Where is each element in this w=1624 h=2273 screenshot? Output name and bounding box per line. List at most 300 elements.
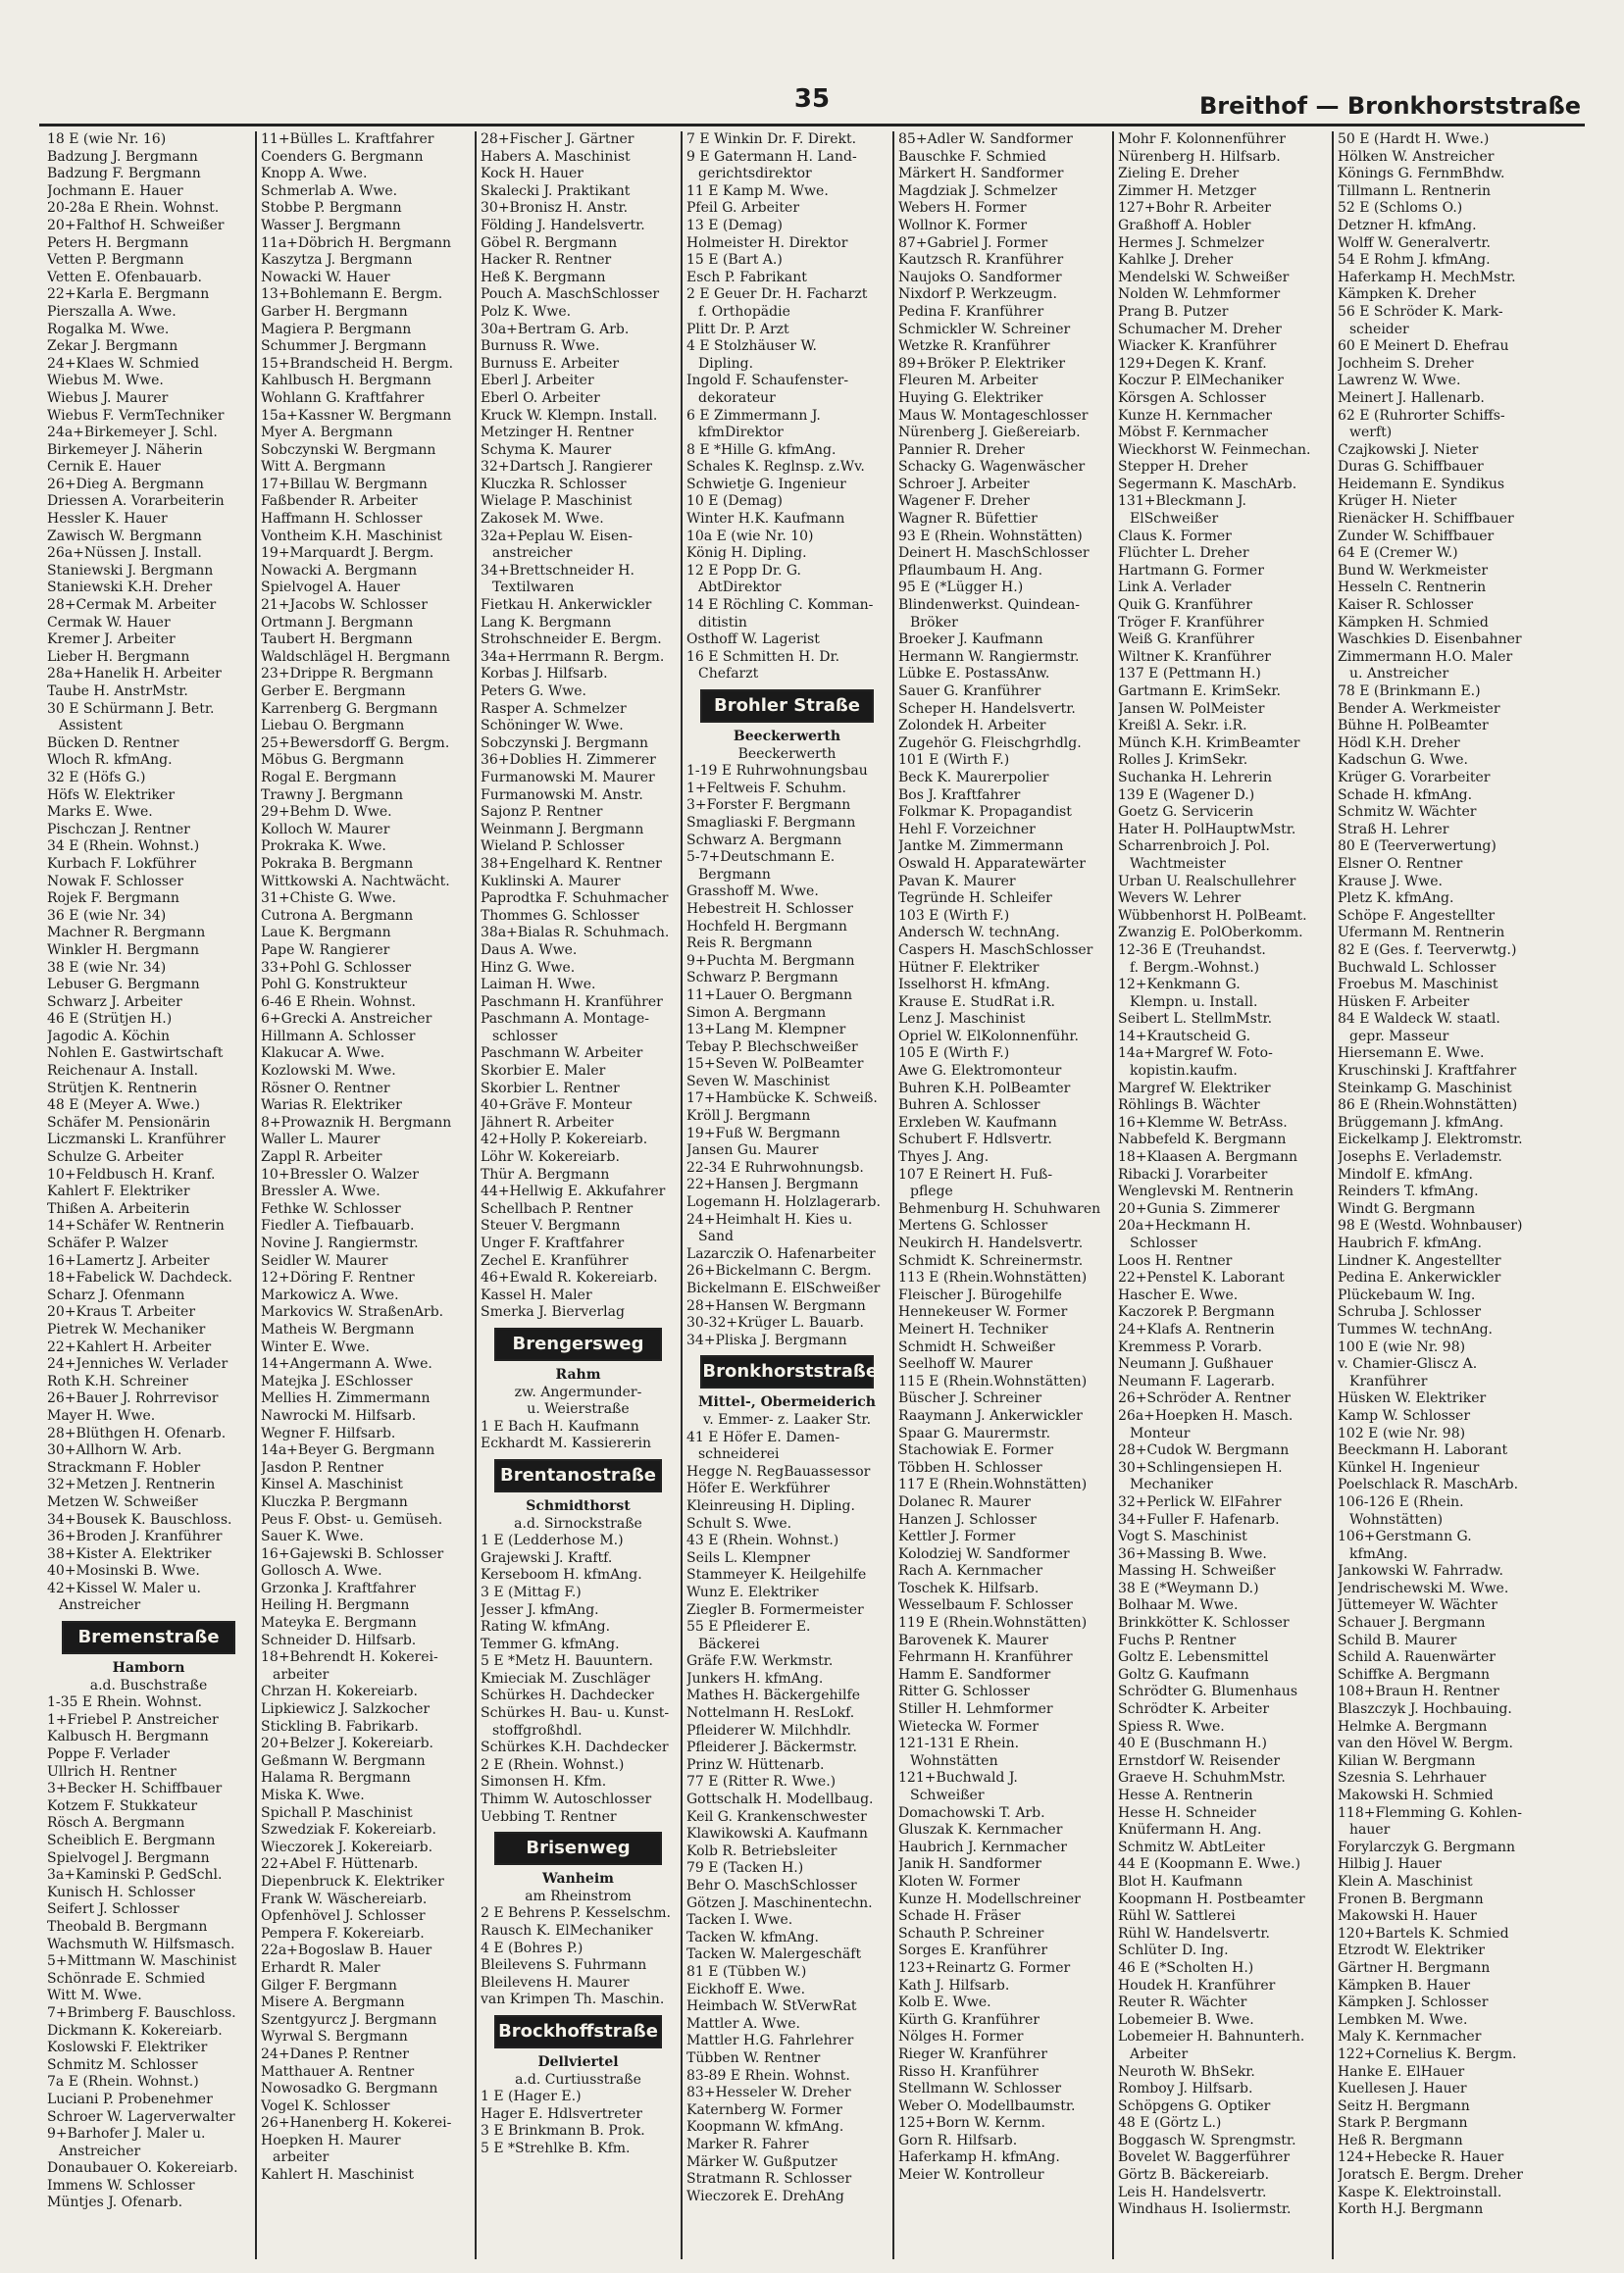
- directory-entry: 56 E Schröder K. Mark-: [1338, 303, 1503, 320]
- directory-entry: Paschmann A. Montage-: [481, 1011, 650, 1028]
- directory-entry: Zunder W. Schiffbauer: [1338, 528, 1495, 544]
- directory-entry: Weiß G. Kranführer: [1118, 631, 1254, 648]
- directory-entry: Peters G. Wwe.: [481, 683, 587, 699]
- directory-entry: Burnuss R. Wwe.: [481, 338, 600, 355]
- directory-entry: Osthoff W. Lagerist: [686, 631, 820, 648]
- directory-entry: Hermann W. Rangiermstr.: [898, 648, 1080, 665]
- directory-entry: 1-19 E Ruhrwohnungsbau: [686, 763, 868, 780]
- directory-entry: Heß R. Bergmann: [1338, 2132, 1463, 2148]
- directory-entry: Vogel K. Schlosser: [261, 2097, 390, 2114]
- directory-entry: 26+Bickelmann C. Bergm.: [686, 1263, 872, 1280]
- directory-entry: Bleilevens H. Maurer: [481, 1974, 630, 1991]
- directory-entry: Urban U. Realschullehrer: [1118, 873, 1296, 889]
- directory-entry: Schürkes K.H. Dachdecker: [481, 1740, 669, 1756]
- directory-entry: Simonsen H. Kfm.: [481, 1774, 607, 1791]
- directory-entry: 117 E (Rhein.Wohnstätten): [898, 1477, 1088, 1493]
- directory-entry: Lawrenz W. Wwe.: [1338, 373, 1461, 389]
- directory-entry: Jendrischewski M. Wwe.: [1338, 1580, 1509, 1596]
- directory-entry: Lübke E. PostassAnw.: [898, 666, 1050, 682]
- directory-entry: 3+Becker H. Schiffbauer: [47, 1781, 223, 1797]
- directory-entry: Poppe F. Verlader: [47, 1746, 170, 1763]
- directory-entry: Märkert H. Sandformer: [898, 166, 1064, 182]
- directory-entry: Kock H. Hauer: [481, 166, 584, 182]
- directory-entry: Deinert H. MaschSchlosser: [898, 545, 1090, 562]
- directory-entry: 101 E (Wirth F.): [898, 752, 1010, 769]
- directory-entry: 127+Bohr R. Arbeiter: [1118, 200, 1271, 217]
- directory-entry: Lipkiewicz J. Salzkocher: [261, 1701, 431, 1718]
- directory-entry: Daus A. Wwe.: [481, 941, 578, 958]
- directory-entry: 2 E Geuer Dr. H. Facharzt: [686, 286, 868, 303]
- directory-entry: Kleinreusing H. Dipling.: [686, 1497, 855, 1514]
- directory-entry: 30 E Schürmann J. Betr.: [47, 700, 215, 717]
- directory-entry: 32+Perlick W. ElFahrer: [1118, 1493, 1282, 1510]
- directory-entry: 43 E (Rhein. Wohnst.): [686, 1533, 839, 1549]
- directory-entry: Heidemann E. Syndikus: [1338, 476, 1505, 492]
- directory-entry: 30+Bronisz H. Anstr.: [481, 200, 629, 217]
- directory-entry: Kahlert H. Maschinist: [261, 2167, 414, 2184]
- directory-entry: Oswald H. Apparatewärter: [898, 855, 1086, 872]
- directory-entry: AbtDirektor: [698, 580, 782, 596]
- directory-entry: Mathes H. Bäckergehilfe: [686, 1688, 860, 1704]
- directory-entry: Schroer J. Arbeiter: [898, 476, 1030, 492]
- directory-entry: Webers H. Former: [898, 200, 1027, 217]
- directory-entry: Scheper H. Handelsvertr.: [898, 700, 1076, 717]
- directory-entry: Ufermann M. Rentnerin: [1338, 925, 1505, 941]
- directory-entry: Halama R. Bergmann: [261, 1770, 411, 1787]
- directory-entry: 106+Gerstmann G.: [1338, 1529, 1472, 1545]
- directory-entry: 78 E (Brinkmann E.): [1338, 683, 1481, 699]
- directory-entry: Elsner O. Rentner: [1338, 855, 1463, 872]
- directory-entry: Nowak F. Schlosser: [47, 873, 184, 889]
- directory-entry: Haffmann H. Schlosser: [261, 511, 423, 528]
- directory-entry: Polz K. Wwe.: [481, 303, 572, 320]
- directory-entry: Szwedziak F. Kokereiarb.: [261, 1822, 436, 1839]
- directory-entry: Fleischer J. Bürogehilfe: [898, 1287, 1062, 1303]
- directory-entry: 11+Lauer O. Bergmann: [686, 986, 853, 1003]
- directory-entry: Szentgyurcz J. Bergmann: [261, 2011, 437, 2028]
- directory-entry: Reuter R. Wächter: [1118, 1995, 1247, 2011]
- directory-entry: Josephs E. Verlademstr.: [1338, 1149, 1502, 1166]
- directory-entry: Paschmann H. Kranführer: [481, 993, 663, 1010]
- directory-entry: dekorateur: [698, 389, 776, 406]
- directory-entry: Jansen Gu. Maurer: [686, 1142, 819, 1159]
- directory-entry: Pedina F. Kranführer: [898, 303, 1044, 320]
- directory-entry: Wyrwal S. Bergmann: [261, 2029, 408, 2046]
- running-title: Breithof — Bronkhorststraße: [1199, 92, 1581, 120]
- directory-entry: Fethke W. Schlosser: [261, 1200, 401, 1217]
- directory-entry: Hermes J. Schmelzer: [1118, 234, 1264, 251]
- directory-entry: 113 E (Rhein.Wohnstätten): [898, 1270, 1088, 1287]
- district-name: Hamborn: [112, 1660, 185, 1677]
- directory-entry: Wübbenhorst H. PolBeamt.: [1118, 907, 1307, 924]
- directory-entry: Donaubauer O. Kokereiarb.: [47, 2160, 238, 2177]
- directory-entry: Jüttemeyer W. Wächter: [1338, 1597, 1497, 1614]
- directory-entry: Pfleiderer J. Bäckermstr.: [686, 1740, 857, 1756]
- directory-entry: Rogalka M. Wwe.: [47, 321, 170, 337]
- directory-entry: Hüsken W. Elektriker: [1338, 1390, 1487, 1407]
- directory-entry: Eberl J. Arbeiter: [481, 373, 594, 389]
- directory-entry: Schyma K. Maurer: [481, 441, 612, 458]
- directory-entry: Hillmann A. Schlosser: [261, 1028, 416, 1044]
- directory-entry: Massing H. Schweißer: [1118, 1563, 1276, 1580]
- directory-entry: 18+Fabelick W. Dachdeck.: [47, 1270, 232, 1287]
- directory-entry: f. Orthopädie: [698, 303, 790, 320]
- directory-entry: Caspers H. MaschSchlosser: [898, 941, 1093, 958]
- directory-entry: Froebus M. Maschinist: [1338, 977, 1498, 993]
- directory-entry: 30-32+Krüger L. Bauarb.: [686, 1315, 864, 1332]
- column-7: [1334, 131, 1593, 2259]
- directory-entry: 108+Braun H. Rentner: [1338, 1684, 1499, 1700]
- directory-entry: 15a+Kassner W. Bergmann: [261, 407, 452, 424]
- directory-entry: 26+Bauer J. Rohrrevisor: [47, 1390, 219, 1407]
- directory-entry: Mellies H. Zimmermann: [261, 1390, 431, 1407]
- directory-entry: Stiller H. Lehmformer: [898, 1701, 1053, 1718]
- directory-entry: Tillmann L. Rentnerin: [1338, 182, 1492, 199]
- directory-entry: 20-28a E Rhein. Wohnst.: [47, 200, 220, 217]
- directory-entry: Zekar J. Bergmann: [47, 338, 178, 355]
- directory-entry: Birkemeyer J. Näherin: [47, 441, 203, 458]
- directory-entry: Mendelski W. Schweißer: [1118, 269, 1290, 285]
- directory-entry: 42+Holly P. Kokereiarb.: [481, 1132, 648, 1148]
- directory-entry: Poelschlack R. MaschArb.: [1338, 1477, 1519, 1493]
- directory-entry: Rühl W. Handelsvertr.: [1118, 1925, 1270, 1942]
- directory-entry: Kahlbusch H. Bergmann: [261, 373, 431, 389]
- directory-entry: 15+Seven W. PolBeamter: [686, 1056, 864, 1073]
- directory-entry: Janik H. Sandformer: [898, 1856, 1041, 1873]
- district-name: Rahm: [555, 1366, 601, 1383]
- directory-entry: Neumann F. Lagerarb.: [1118, 1373, 1276, 1389]
- directory-entry: 16 E Schmitten H. Dr.: [686, 648, 840, 665]
- directory-entry: Wohlann G. Kraftfahrer: [261, 389, 425, 406]
- directory-entry: 21+Jacobs W. Schlosser: [261, 597, 428, 614]
- district-name: Wanheim: [542, 1871, 614, 1888]
- directory-entry: 11 E Kamp M. Wwe.: [686, 182, 829, 199]
- directory-entry: Schmitz M. Schlosser: [47, 2056, 198, 2073]
- directory-entry: 12+Kenkmann G.: [1118, 977, 1241, 993]
- directory-entry: Buhren A. Schlosser: [898, 1097, 1040, 1114]
- directory-entry: 119 E (Rhein.Wohnstätten): [898, 1615, 1088, 1632]
- directory-entry: Meier W. Kontrolleur: [898, 2167, 1044, 2184]
- directory-entry: Huying G. Elektriker: [898, 389, 1043, 406]
- directory-entry: Liebau O. Bergmann: [261, 718, 405, 734]
- directory-entry: 38 E (wie Nr. 34): [47, 959, 167, 976]
- directory-entry: Hochfeld H. Bergmann: [686, 918, 847, 934]
- directory-entry: Schöninger W. Wwe.: [481, 718, 624, 734]
- directory-entry: Etzrodt W. Elektriker: [1338, 1943, 1485, 1959]
- directory-entry: Wagner R. Büfettier: [898, 511, 1038, 528]
- directory-entry: Reichenaur A. Install.: [47, 1063, 199, 1080]
- directory-entry: Loos H. Rentner: [1118, 1252, 1233, 1269]
- directory-entry: Tummes W. technAng.: [1338, 1321, 1493, 1338]
- directory-entry: Rating W. kfmAng.: [481, 1619, 611, 1636]
- directory-entry: Sauer G. Kranführer: [898, 683, 1041, 699]
- directory-entry: Waldschlägel H. Bergmann: [261, 648, 450, 665]
- directory-entry: 80 E (Teerverwertung): [1338, 838, 1497, 855]
- directory-entry: Ortmann J. Bergmann: [261, 614, 414, 631]
- directory-entry: Lebuser G. Bergmann: [47, 977, 200, 993]
- directory-entry: Pietrek W. Mechaniker: [47, 1321, 206, 1338]
- directory-entry: Szesnia S. Lehrhauer: [1338, 1770, 1487, 1787]
- directory-entry: Kassel H. Maler: [481, 1287, 592, 1303]
- directory-entry: Chrzan H. Kokereiarb.: [261, 1684, 418, 1700]
- directory-entry: Korth H.J. Bergmann: [1338, 2201, 1484, 2218]
- directory-entry: 103 E (Wirth F.): [898, 907, 1010, 924]
- street-location: a.d. Buschstraße: [89, 1677, 208, 1693]
- directory-entry: Bröker: [910, 614, 958, 631]
- directory-entry: Schönrade E. Schmied: [47, 1970, 206, 1987]
- directory-entry: 30a+Bertram G. Arb.: [481, 321, 630, 337]
- directory-entry: Gräfe F.W. Werkmstr.: [686, 1653, 834, 1670]
- directory-entry: Koczur P. ElMechaniker: [1118, 373, 1284, 389]
- street-location: v. Emmer- z. Laaker Str.: [702, 1411, 872, 1428]
- directory-entry: 22a+Bogoslaw B. Hauer: [261, 1943, 432, 1959]
- directory-entry: Kath J. Hilfsarb.: [898, 1977, 1010, 1994]
- directory-entry: Rojek F. Bergmann: [47, 890, 179, 907]
- directory-entry: Winkler H. Bergmann: [47, 941, 200, 958]
- directory-entry: Waschkies D. Eisenbahner: [1338, 631, 1522, 648]
- directory-entry: 14 E Röchling C. Komman-: [686, 597, 874, 614]
- directory-entry: Monteur: [1130, 1425, 1191, 1441]
- directory-entry: Pedina E. Ankerwickler: [1338, 1270, 1501, 1287]
- directory-entry: Hascher E. Wwe.: [1118, 1287, 1239, 1303]
- directory-entry: 34 E (Rhein. Wohnst.): [47, 838, 200, 855]
- directory-entry: 84 E Waldeck W. staatl.: [1338, 1011, 1500, 1028]
- directory-entry: 13 E (Demag): [686, 217, 783, 233]
- directory-entry: Paprodtka F. Schuhmacher: [481, 890, 669, 907]
- directory-entry: Bauschke F. Schmied: [898, 148, 1046, 165]
- directory-entry: 44+Hellwig E. Akkufahrer: [481, 1184, 666, 1200]
- directory-entry: Kolb E. Wwe.: [898, 1995, 991, 2011]
- directory-entry: 3 E Brinkmann B. Prok.: [481, 2123, 645, 2140]
- directory-entry: Weinmann J. Bergmann: [481, 821, 644, 837]
- directory-entry: 54 E Rohm J. kfmAng.: [1338, 252, 1491, 269]
- directory-entry: Krause J. Wwe.: [1338, 873, 1443, 889]
- directory-entry: Hager E. Hdlsvertreter: [481, 2105, 642, 2122]
- directory-entry: Schacky G. Wagenwäscher: [898, 459, 1086, 476]
- directory-entry: 22+Abel F. Hüttenarb.: [261, 1856, 419, 1873]
- directory-entry: Uebbing T. Rentner: [481, 1808, 617, 1825]
- directory-entry: Jankowski W. Fahrradw.: [1338, 1563, 1503, 1580]
- directory-entry: Vetten P. Bergmann: [47, 252, 184, 269]
- directory-entry: 98 E (Westd. Wohnbauser): [1338, 1218, 1523, 1235]
- directory-entry: 16+Lamertz J. Arbeiter: [47, 1252, 210, 1269]
- directory-entry: 34+Brettschneider H.: [481, 562, 634, 579]
- directory-entry: Vetten E. Ofenbauarb.: [47, 269, 202, 285]
- directory-entry: Rach A. Kernmacher: [898, 1563, 1043, 1580]
- directory-entry: Matejka J. ESchlosser: [261, 1373, 413, 1389]
- directory-entry: Wollnor K. Former: [898, 217, 1028, 233]
- directory-entry: Laiman H. Wwe.: [481, 977, 596, 993]
- directory-entry: 1-35 E Rhein. Wohnst.: [47, 1694, 202, 1711]
- directory-entry: Fronen B. Bergmann: [1338, 1891, 1484, 1907]
- directory-entry: 46 E (*Scholten H.): [1118, 1959, 1254, 1976]
- directory-entry: Stobbe P. Bergmann: [261, 200, 402, 217]
- directory-entry: 12-36 E (Treuhandst.: [1118, 941, 1266, 958]
- directory-entry: 123+Reinartz G. Former: [898, 1959, 1071, 1976]
- district-name: Beeckerwerth: [733, 729, 841, 744]
- directory-entry: 5-7+Deutschmann E.: [686, 849, 836, 866]
- directory-entry: Karrenberg G. Bergmann: [261, 700, 438, 717]
- directory-entry: Ritter G. Schlosser: [898, 1684, 1030, 1700]
- directory-entry: 89+Bröker P. Elektriker: [898, 355, 1066, 372]
- directory-entry: 3a+Kaminski P. GedSchl.: [47, 1867, 223, 1884]
- directory-entry: Winter H.K. Kaufmann: [686, 511, 845, 528]
- directory-entry: Schauer J. Bergmann: [1338, 1615, 1486, 1632]
- directory-entry: Klakucar A. Wwe.: [261, 1045, 385, 1062]
- directory-entry: Hanke E. ElHauer: [1338, 2063, 1465, 2080]
- directory-entry: Kilian W. Bergmann: [1338, 1752, 1476, 1769]
- directory-entry: Kautzsch R. Kranführer: [898, 252, 1064, 269]
- directory-entry: Rasper A. Schmelzer: [481, 700, 627, 717]
- directory-entry: Isselhorst H. kfmAng.: [898, 977, 1050, 993]
- directory-entry: Hödl K.H. Dreher: [1338, 734, 1460, 751]
- directory-entry: Sajonz P. Rentner: [481, 804, 603, 821]
- directory-entry: Göbel R. Bergmann: [481, 234, 618, 251]
- directory-entry: Rolles J. KrimSekr.: [1118, 752, 1248, 769]
- directory-entry: Goltz G. Kaufmann: [1118, 1666, 1249, 1683]
- directory-entry: Laue K. Bergmann: [261, 925, 391, 941]
- directory-entry: Maus W. Montageschlosser: [898, 407, 1089, 424]
- directory-entry: Mindolf E. kfmAng.: [1338, 1166, 1473, 1183]
- directory-entry: Temmer G. kfmAng.: [481, 1636, 620, 1652]
- directory-entry: Ribacki J. Vorarbeiter: [1118, 1166, 1268, 1183]
- directory-entry: Brinkkötter K. Schlosser: [1118, 1615, 1290, 1632]
- directory-entry: 38+Kister A. Elektriker: [47, 1545, 212, 1562]
- directory-entry: Hessler K. Hauer: [47, 511, 168, 528]
- directory-entry: Hater H. PolHauptwMstr.: [1118, 821, 1296, 837]
- directory-entry: Korbas J. Hilfsarb.: [481, 666, 608, 682]
- directory-entry: Simon A. Bergmann: [686, 1004, 827, 1021]
- directory-entry: Immens W. Schlosser: [47, 2177, 195, 2194]
- directory-entry: Frank W. Wäschereiarb.: [261, 1891, 428, 1907]
- directory-entry: Sobczynski J. Bergmann: [481, 734, 649, 751]
- directory-entry: Graeve H. SchuhmMstr.: [1118, 1770, 1286, 1787]
- directory-entry: Schwarz P. Bergmann: [686, 970, 838, 986]
- directory-entry: Stellmann W. Schlosser: [898, 2081, 1062, 2097]
- directory-entry: Trawny J. Bergmann: [261, 786, 404, 803]
- directory-entry: 95 E (*Lügger H.): [898, 580, 1024, 596]
- directory-entry: Bressler A. Wwe.: [261, 1184, 381, 1200]
- directory-entry: Jasdon P. Rentner: [261, 1459, 383, 1476]
- directory-entry: Klein A. Maschinist: [1338, 1873, 1473, 1890]
- directory-entry: Krause E. StudRat i.R.: [898, 993, 1055, 1010]
- directory-entry: anstreicher: [492, 545, 573, 562]
- directory-entry: 16+Klemme W. BetrAss.: [1118, 1114, 1288, 1131]
- page-header: [0, 0, 1624, 118]
- directory-entry: Zugehör G. Fleischgrhdlg.: [898, 734, 1082, 751]
- directory-entry: Schade H. Fräser: [898, 1908, 1021, 1925]
- directory-entry: Mateyka E. Bergmann: [261, 1615, 417, 1632]
- directory-entry: Roth K.H. Schreiner: [47, 1373, 188, 1389]
- directory-entry: Schneider D. Hilfsarb.: [261, 1632, 417, 1648]
- directory-entry: 14+Angermann A. Wwe.: [261, 1356, 432, 1373]
- directory-entry: Krüger G. Vorarbeiter: [1338, 769, 1491, 785]
- directory-entry: 4 E Stolzhäuser W.: [686, 338, 817, 355]
- directory-entry: 4 E (Bohres P.): [481, 1940, 584, 1956]
- directory-entry: Schmerlab A. Wwe.: [261, 182, 398, 199]
- directory-entry: 42+Kissel W. Maler u.: [47, 1580, 201, 1596]
- directory-entry: Steuer V. Bergmann: [481, 1218, 621, 1235]
- directory-entry: Zimmermann H.O. Maler: [1338, 648, 1513, 665]
- street-heading: Brisenweg: [494, 1832, 662, 1865]
- directory-entry: Witt M. Wwe.: [47, 1988, 142, 2004]
- directory-entry: Reinders T. kfmAng.: [1338, 1184, 1479, 1200]
- directory-entry: Matheis W. Bergmann: [261, 1321, 415, 1338]
- directory-entry: Zwanzig E. PolOberkomm.: [1118, 925, 1303, 941]
- directory-entry: Keil G. Krankenschwester: [686, 1808, 867, 1825]
- directory-entry: 28+Hansen W. Bergmann: [686, 1297, 866, 1314]
- directory-entry: 48 E (Meyer A. Wwe.): [47, 1097, 200, 1114]
- directory-entry: Kaszytza J. Bergmann: [261, 252, 413, 269]
- directory-entry: Koslowski F. Elektriker: [47, 2040, 208, 2056]
- directory-entry: Quik G. Kranführer: [1118, 597, 1252, 614]
- directory-entry: 10+Feldbusch H. Kranf.: [47, 1166, 216, 1183]
- directory-entry: Kämpken B. Hauer: [1338, 1977, 1471, 1994]
- directory-entry: 5 E *Strehlke B. Kfm.: [481, 2140, 631, 2156]
- directory-entry: Klempn. u. Install.: [1130, 993, 1258, 1010]
- directory-entry: scheider: [1349, 321, 1409, 337]
- directory-entry: Marker R. Fahrer: [686, 2136, 809, 2152]
- directory-entry: 26a+Hoepken H. Masch.: [1118, 1407, 1294, 1424]
- directory-entry: Lazarczik O. Hafenarbeiter: [686, 1245, 876, 1262]
- directory-entry: Opfenhövel J. Schlosser: [261, 1908, 426, 1925]
- directory-entry: van Krimpen Th. Maschin.: [481, 1992, 665, 2008]
- directory-entry: Myer A. Bergmann: [261, 425, 393, 441]
- directory-entry: Koopmann H. Postbeamter: [1118, 1891, 1305, 1907]
- directory-entry: 22+Karla E. Bergmann: [47, 286, 210, 303]
- directory-entry: Joratsch E. Bergm. Dreher: [1338, 2167, 1523, 2184]
- street-location: a.d. Sirnockstraße: [514, 1515, 642, 1532]
- directory-entry: 17+Hambücke K. Schweiß.: [686, 1090, 878, 1107]
- directory-entry: Mechaniker: [1130, 1477, 1213, 1493]
- directory-entry: Prang B. Putzer: [1118, 303, 1229, 320]
- directory-entry: 33+Pohl G. Schlosser: [261, 959, 412, 976]
- directory-entry: Schade H. kfmAng.: [1338, 786, 1473, 803]
- directory-entry: Märker W. Gußputzer: [686, 2153, 837, 2170]
- directory-entry: Makowski H. Schmied: [1338, 1788, 1494, 1803]
- directory-entry: Thür A. Bergmann: [481, 1166, 610, 1183]
- directory-entry: Zolondek H. Arbeiter: [898, 718, 1046, 734]
- directory-entry: Kluczka R. Schlosser: [481, 476, 627, 492]
- directory-entry: Rühl W. Sattlerei: [1118, 1908, 1236, 1925]
- directory-entry: Wieczorek E. DrehAng: [686, 2188, 844, 2204]
- directory-entry: 20+Kraus T. Arbeiter: [47, 1304, 196, 1321]
- directory-entry: Könings G. FernmBhdw.: [1338, 166, 1505, 182]
- directory-entry: Neumann J. Gußhauer: [1118, 1356, 1273, 1373]
- directory-entry: Behmenburg H. Schuhwaren: [898, 1200, 1101, 1217]
- directory-entry: 10+Bressler O. Walzer: [261, 1166, 419, 1183]
- directory-entry: Burnuss E. Arbeiter: [481, 355, 620, 372]
- directory-entry: Götzen J. Maschinentechn.: [686, 1894, 873, 1911]
- directory-entry: Hilbig J. Hauer: [1338, 1856, 1442, 1873]
- directory-entry: Goltz E. Lebensmittel: [1118, 1649, 1269, 1666]
- directory-entry: Suchanka H. Lehrerin: [1118, 769, 1272, 785]
- directory-entry: Wachsmuth W. Hilfsmasch.: [47, 1936, 235, 1952]
- directory-entry: 26+Dieg A. Bergmann: [47, 476, 204, 492]
- directory-entry: Schmidt H. Schweißer: [898, 1339, 1055, 1355]
- directory-entry: Knopp A. Wwe.: [261, 166, 368, 182]
- directory-entry: Schild A. Rauenwärter: [1338, 1649, 1496, 1666]
- directory-entry: Rienäcker H. Schiffbauer: [1338, 511, 1514, 528]
- directory-entry: Zimmer H. Metzger: [1118, 182, 1256, 199]
- directory-entry: Cutrona A. Bergmann: [261, 907, 414, 924]
- directory-entry: Kürth G. Kranführer: [898, 2011, 1040, 2028]
- directory-entry: 24+Danes P. Rentner: [261, 2046, 409, 2062]
- directory-entry: 2 E Behrens P. Kesselschm.: [481, 1905, 671, 1922]
- directory-entry: Knüfermann H. Ang.: [1118, 1822, 1262, 1839]
- directory-entry: Fiedler A. Tiefbauarb.: [261, 1218, 415, 1235]
- directory-entry: 24+Klafs A. Rentnerin: [1118, 1321, 1275, 1338]
